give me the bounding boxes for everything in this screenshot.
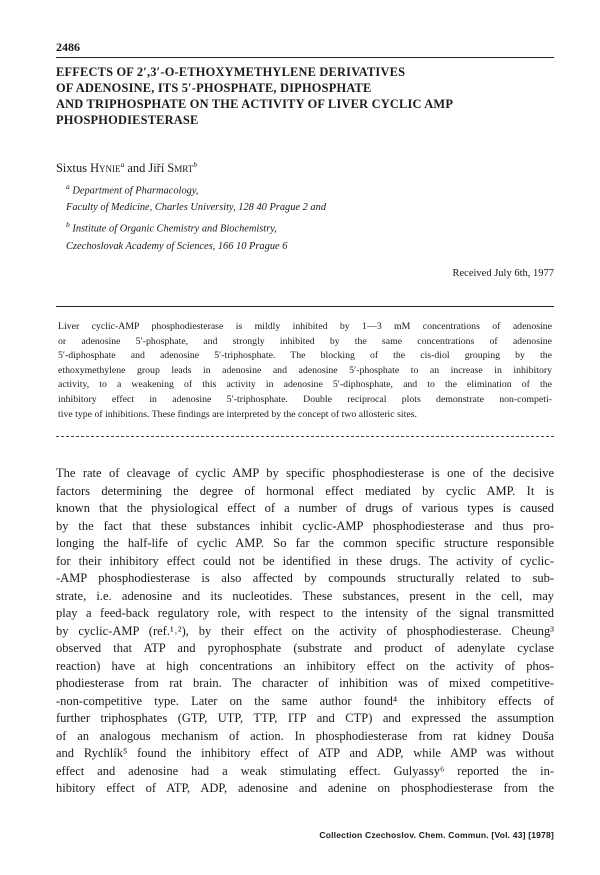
abstract-top-rule	[56, 306, 554, 307]
author-first-name: Jiří	[148, 161, 165, 176]
affiliation-mark: b	[193, 160, 197, 169]
body-line: and Rychlík⁵ found the inhibitory effect of ATP and ADP, while AMP was without	[56, 746, 554, 760]
affiliation-line	[66, 199, 326, 216]
body-line: of an analogous mechanism of action. In phosphodiesterase from rat kidney Douša	[56, 728, 554, 743]
affiliation-line	[66, 216, 326, 237]
header-rule	[56, 57, 554, 58]
body-line: longing the half-life of cyclic AMP. So far the common specific structure responsible	[56, 536, 554, 550]
body-line: phodiesterase from rat brain. The character of inhibition was of mixed competitive-	[56, 676, 554, 690]
received-date: Received July 6th, 1977	[452, 268, 554, 279]
affiliation-mark: b	[66, 220, 70, 230]
affiliation-line	[66, 238, 326, 255]
affiliations	[66, 178, 326, 255]
abstract-line: 5′-diphosphate and adenosine 5′-triphosphate. The blocking of the cis-diol grouping by the	[58, 350, 552, 362]
body-line: by the fact that these substances inhibit cyclic-AMP phosphodiesterase and thus pro-	[56, 518, 554, 533]
body-line: observed that ATP and pyrophosphate (substrate and product of adenylate cyclase	[56, 641, 554, 655]
abstract-line: activity, to a weakening of this activity in adenosine 5′-diphosphate, and to the elimination of the	[58, 379, 552, 391]
title-line: EFFECTS OF 2′,3′-O-ETHOXYMETHYLENE DERIVATIVES	[56, 65, 406, 79]
abstract-line: ethoxymethylene group leads in adenosine and adenosine 5′-phosphate to an increase in inhibitory	[58, 364, 552, 376]
author-surname: Smrt	[167, 161, 194, 176]
affiliation-text: Department of Pharmacology,	[72, 185, 199, 197]
body-line: further triphosphates (GTP, UTP, TTP, ITP and CTP) and expressed the assumption	[56, 711, 554, 725]
body-line: The rate of cleavage of cyclic AMP by specific phosphodiesterase is one of the decisive	[56, 466, 554, 480]
body-line: strate, i.e. adenosine and its nucleotides. These substances, present in the cell, may	[56, 588, 554, 603]
abstract-line: tive type of inhibitions. These findings are interpreted by the concept of two allosteric sites.	[58, 408, 417, 420]
body-line: by cyclic-AMP (ref.¹˒²), by their effect on the activity of phosphodiesterase. Cheung³	[56, 623, 554, 638]
body-line: -AMP phosphodiesterase is also affected by compounds structurally related to sub-	[56, 571, 554, 585]
title-line: AND TRIPHOSPHATE ON THE ACTIVITY OF LIVER CYCLIC AMP	[56, 97, 454, 111]
journal-footer: Collection Czechoslov. Chem. Commun. [Vol. 43] [1978]	[319, 830, 554, 840]
body-line: for their inhibitory effect could not be identified in these drugs. The activity of cyclic-	[56, 553, 554, 568]
affiliation-text: Institute of Organic Chemistry and Biochemistry,	[72, 223, 277, 235]
body-line: hibitory effect of ATP, ADP, adenosine and adenine on phosphodiesterase from the	[56, 781, 554, 795]
abstract-bottom-rule	[56, 436, 554, 437]
affiliation-text: Czechoslovak Academy of Sciences, 166 10 Prague 6	[66, 240, 288, 252]
body-text	[56, 465, 554, 798]
title-line: PHOSPHODIESTERASE	[56, 113, 199, 127]
body-line: factors determining the degree of hormonal effect mediated by cyclic AMP. It is	[56, 483, 554, 498]
body-line: effect and adenosine had a weak stimulating effect. Gulyassy⁶ reported the in-	[56, 763, 554, 778]
body-line: known that the physiological effect of a number of drugs of various types is caused	[56, 501, 554, 515]
affiliation-line	[66, 178, 326, 199]
affiliation-mark: a	[66, 182, 70, 191]
body-line: reaction) have at high concentrations an inhibitory effect on the activity of phos-	[56, 658, 554, 673]
author-connector: and	[127, 161, 146, 176]
abstract	[58, 320, 552, 422]
title-line: OF ADENOSINE, ITS 5′-PHOSPHATE, DIPHOSPHATE	[56, 81, 372, 95]
body-line: play a feed-back regulatory role, with respect to the intensity of the signal transmitted	[56, 606, 554, 620]
affiliation-text: Faculty of Medicine, Charles University, 128 40 Prague 2 and	[66, 202, 327, 214]
body-line: -non-competitive type. Later on the same author found⁴ the inhibitory effects of	[56, 693, 554, 708]
author-line	[56, 160, 197, 176]
author-surname: Hynie	[90, 161, 121, 176]
author-first-name: Sixtus	[56, 161, 87, 176]
abstract-line: inhibitory effect in adenosine 5′-triphosphate. Double reciprocal plots demonstrate non-competi-	[58, 393, 552, 405]
article-title	[56, 64, 554, 128]
page-number: 2486	[56, 40, 80, 54]
affiliation-mark: a	[120, 160, 125, 169]
abstract-line: Liver cyclic-AMP phosphodiesterase is mildly inhibited by 1—3 mM concentrations of adenosine	[58, 321, 552, 332]
abstract-line: or adenosine 5′-phosphate, and strongly inhibited by the same concentrations of adenosine	[58, 335, 552, 347]
